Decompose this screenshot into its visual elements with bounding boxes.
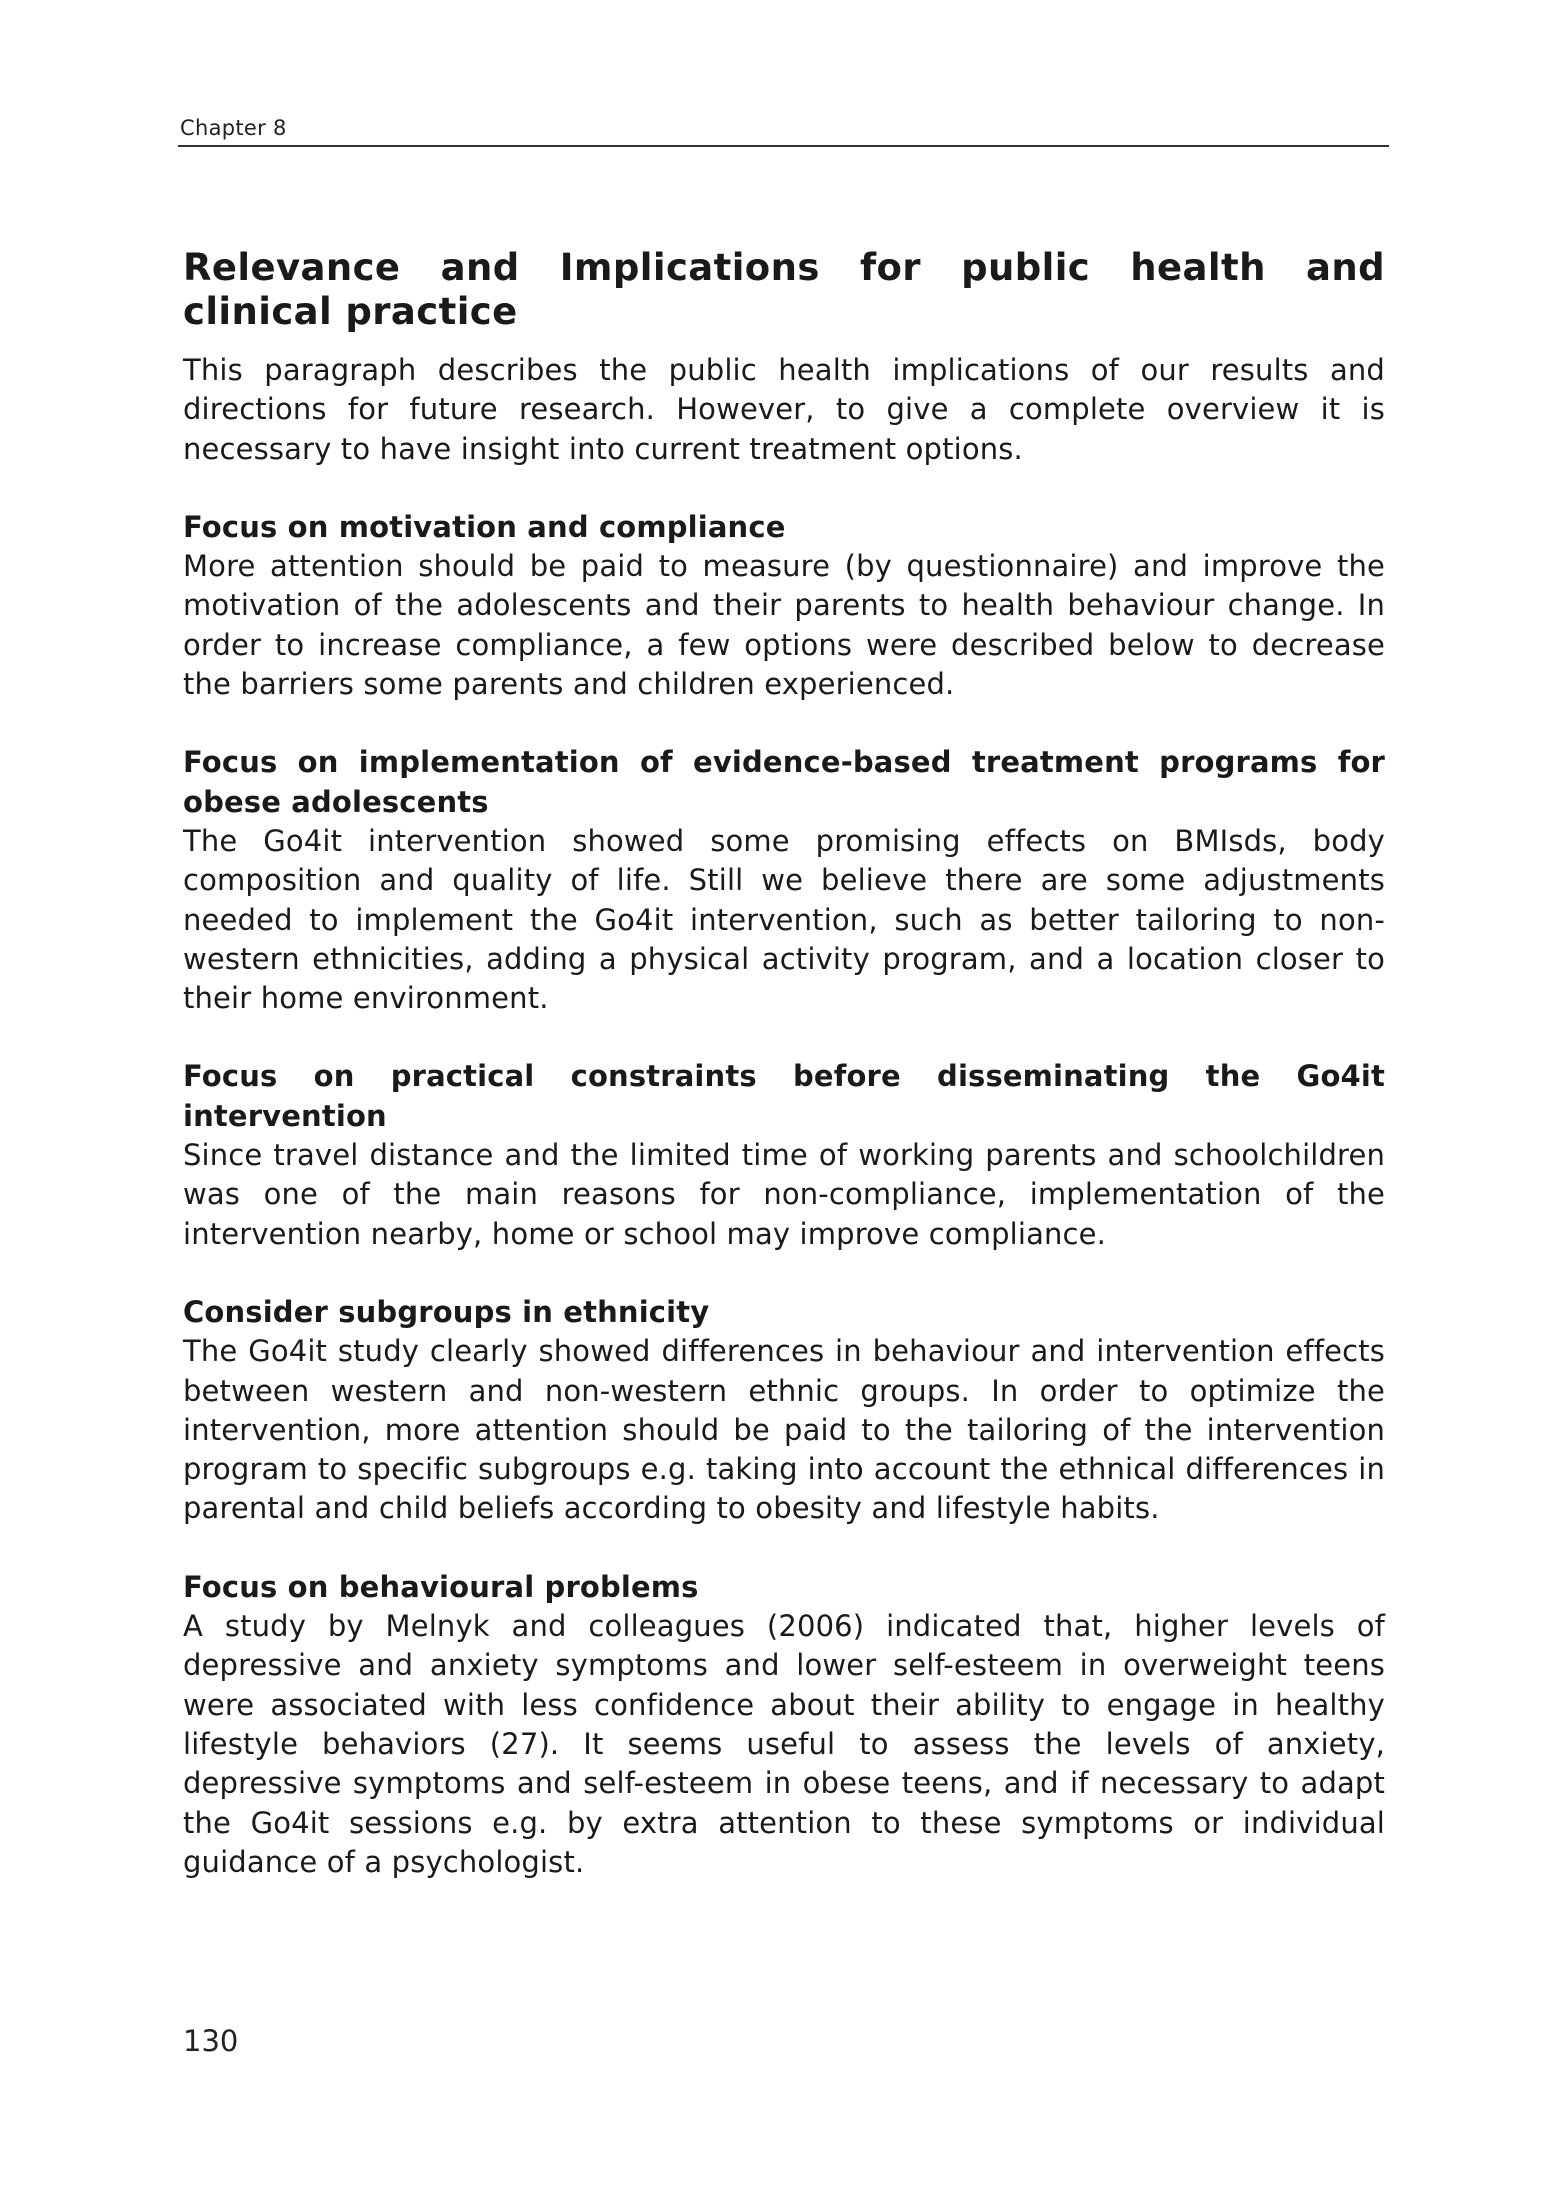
subsection-body: The Go4it intervention showed some promising effects on BMIsds, body composition and quality of life. Still we believe there are some adjustments needed to implement the Go4it intervention, such as better tailoring to non-western ethnicities, adding a physical activity program, and a location closer to their home environment. [183, 823, 1385, 1016]
subsection-heading: Focus on motivation and compliance [183, 509, 786, 544]
page-content [183, 246, 1385, 1882]
subsection-heading: Consider subgroups in ethnicity [183, 1294, 710, 1329]
subsection-body: A study by Melnyk and colleagues (2006) indicated that, higher levels of depressive and anxiety symptoms and lower self-esteem in overweight teens were associated with less confidence about their ability to engage in healthy lifestyle behaviors (27). It seems useful to assess the levels of anxiety, depressive symptoms and self-esteem in obese teens, and if necessary to adapt the Go4it sessions e.g. by extra attention to these symptoms or individual guidance of a psychologist. [183, 1609, 1385, 1879]
subsection-body: More attention should be paid to measure (by questionnaire) and improve the motivation of the adolescents and their parents to health behaviour change. In order to increase compliance, a few options were described below to decrease the barriers some parents and children experienced. [183, 549, 1385, 702]
subsection-motivation-compliance [183, 508, 1385, 704]
subsection-body: The Go4it study clearly showed differences in behaviour and intervention effects between western and non-western ethnic groups. In order to optimize the intervention, more attention should be paid to the tailoring of the intervention program to specific subgroups e.g. taking into account the ethnical differences in parental and child beliefs according to obesity and lifestyle habits. [183, 1334, 1385, 1526]
subsection-behavioural-problems [183, 1568, 1385, 1882]
subsection-heading: Focus on implementation of evidence-based treatment programs for obese adolescents [183, 745, 1385, 819]
subsection-heading: Focus on behavioural problems [183, 1569, 699, 1604]
subsection-body: Since travel distance and the limited time of working parents and schoolchildren was one of the main reasons for non-compliance, implementation of the intervention nearby, home or school may improve compliance. [183, 1138, 1385, 1251]
section-title: Relevance and Implications for public health and clinical practice [183, 246, 1385, 333]
intro-paragraph: This paragraph describes the public health implications of our results and directions for future research. However, to give a complete overview it is necessary to have insight into current treatment options. [183, 353, 1385, 466]
subsection-evidence-based-programs [183, 743, 1385, 1018]
running-head: Chapter 8 [180, 116, 287, 140]
page-number: 130 [183, 2024, 239, 2058]
subsection-practical-constraints [183, 1057, 1385, 1253]
subsection-ethnicity [183, 1293, 1385, 1529]
subsection-heading: Focus on practical constraints before disseminating the Go4it intervention [183, 1059, 1385, 1133]
header-rule [178, 145, 1389, 147]
